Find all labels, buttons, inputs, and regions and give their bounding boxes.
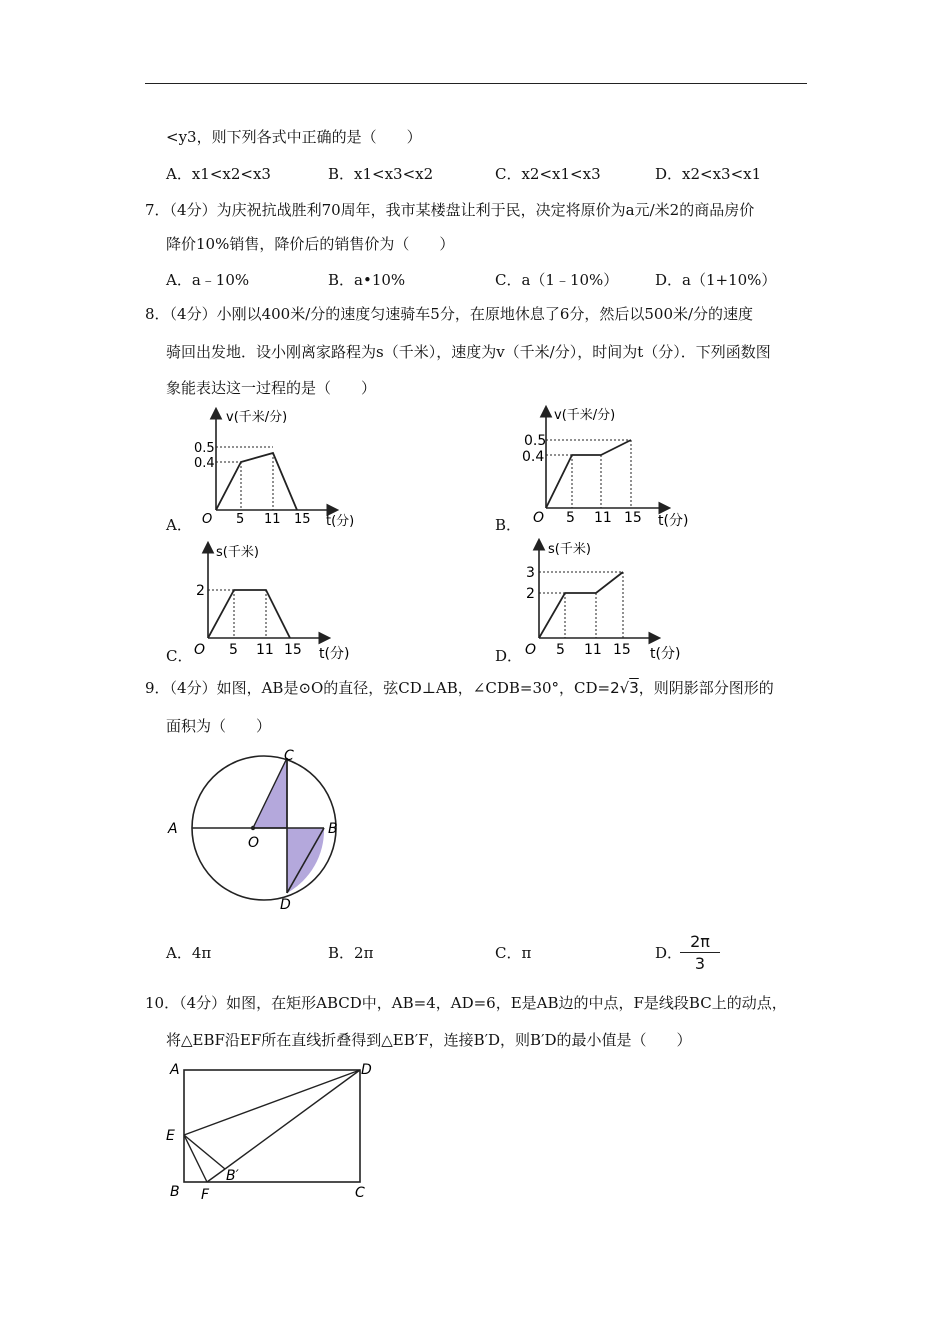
y-axis-label: s(千米) <box>216 545 259 560</box>
label-d: D <box>280 897 291 913</box>
y-tick-label: 0.4 <box>522 449 545 465</box>
q9-circle-figure <box>160 742 350 914</box>
q10-stem-line1: 10．（4分）如图，在矩形ABCD中，AB=4，AD=6，E是AB边的中点，F是线段BC上的动点， <box>145 994 787 1012</box>
q6-option-a[interactable]: A．x1<x2<x3 <box>166 165 271 183</box>
q10-rectangle-figure <box>160 1056 390 1206</box>
y-axis-label: s(千米) <box>548 542 591 557</box>
label-d: D <box>361 1062 372 1078</box>
y-tick-label: 2 <box>526 586 535 602</box>
label-e: E <box>166 1128 175 1144</box>
q9-option-d[interactable]: D． <box>655 944 683 962</box>
x-axis-label: t(分) <box>319 646 350 662</box>
origin-label: O <box>202 512 213 527</box>
label-c: C <box>284 748 294 764</box>
x-tick-label: 5 <box>229 642 238 658</box>
q9-option-d-fraction <box>680 932 720 975</box>
x-tick-label: 11 <box>256 642 274 658</box>
segment-ed <box>184 1070 360 1135</box>
q8-graph-a[interactable] <box>186 405 386 535</box>
origin-label: O <box>525 642 537 658</box>
label-a: A <box>168 821 178 837</box>
q7-option-c[interactable]: C．a（1﹣10%） <box>495 271 619 289</box>
header-rule <box>145 83 807 84</box>
q7-option-a[interactable]: A．a﹣10% <box>166 271 250 289</box>
y-tick-label: 2 <box>196 583 205 599</box>
q9-stem-line1: 9．（4分）如图，AB是⊙O的直径，弦CD⊥AB，∠CDB=30°，CD=2√3，则阴影部分图形的 <box>145 679 774 697</box>
label-b: B <box>170 1184 180 1200</box>
q8-graph-c[interactable] <box>186 540 386 665</box>
x-axis-label: t(分) <box>658 513 689 529</box>
y-tick-label: 0.5 <box>194 441 215 456</box>
y-axis-label: v(千米/分) <box>226 410 288 425</box>
graph-curve <box>208 590 290 638</box>
q9-option-b[interactable]: B．2π <box>328 944 374 962</box>
graph-curve <box>539 572 623 638</box>
graph-curve <box>546 440 631 508</box>
q8-option-b-label[interactable]: B． <box>495 516 522 534</box>
label-a: A <box>170 1062 180 1078</box>
origin-label: O <box>533 510 545 526</box>
x-tick-label: 5 <box>556 642 565 658</box>
q6-tail: <y3，则下列各式中正确的是（ ） <box>166 128 422 146</box>
q7-option-b[interactable]: B．a•10% <box>328 271 406 289</box>
x-axis-label: t(分) <box>326 514 355 529</box>
x-tick-label: 11 <box>584 642 602 658</box>
segment-b-prime-d <box>225 1070 360 1169</box>
q8-graph-b[interactable] <box>518 405 718 535</box>
q9-option-c[interactable]: C．π <box>495 944 532 962</box>
label-o: O <box>248 835 260 851</box>
q7-stem-line1: 7．（4分）为庆祝抗战胜利70周年，我市某楼盘让利于民，决定将原价为a元/米2的商品房价 <box>145 201 755 219</box>
sqrt-expression: 2√3 <box>610 679 639 697</box>
x-tick-label: 5 <box>236 512 245 527</box>
x-tick-label: 11 <box>264 512 281 527</box>
q8-option-a-label[interactable]: A． <box>166 516 192 534</box>
q10-stem-line2: 将△EBF沿EF所在直线折叠得到△EB′F，连接B′D，则B′D的最小值是（ ） <box>166 1031 692 1049</box>
q8-stem-line2: 骑回出发地．设小刚离家路程为s（千米），速度为v（千米/分），时间为t（分）．下列函数图 <box>166 343 771 361</box>
x-tick-label: 15 <box>613 642 631 658</box>
fraction-denominator: 3 <box>694 954 706 973</box>
q6-option-c[interactable]: C．x2<x1<x3 <box>495 165 601 183</box>
q8-stem-line3: 象能表达这一过程的是（ ） <box>166 379 377 397</box>
label-b: B <box>328 821 338 837</box>
q6-option-d[interactable]: D．x2<x3<x1 <box>655 165 762 183</box>
q8-option-c-label[interactable]: C． <box>166 647 193 665</box>
fraction-numerator: 2π <box>680 932 720 953</box>
x-tick-label: 11 <box>594 510 612 526</box>
q8-stem-line1: 8．（4分）小刚以400米/分的速度匀速骑车5分，在原地休息了6分，然后以500米/分的速度 <box>145 305 754 323</box>
center-point <box>251 826 255 830</box>
x-tick-label: 15 <box>294 512 311 527</box>
q7-option-d[interactable]: D．a（1+10%） <box>655 271 777 289</box>
y-tick-label: 0.4 <box>194 456 215 471</box>
y-axis-label: v(千米/分) <box>554 408 616 423</box>
x-tick-label: 15 <box>284 642 302 658</box>
shaded-triangle <box>253 758 287 828</box>
q8-option-d-label[interactable]: D． <box>495 647 523 665</box>
q8-graph-d[interactable] <box>518 535 718 665</box>
y-tick-label: 0.5 <box>524 433 547 449</box>
origin-label: O <box>194 642 206 658</box>
rectangle-abcd <box>184 1070 360 1182</box>
q6-option-b[interactable]: B．x1<x3<x2 <box>328 165 434 183</box>
label-b-prime: B′ <box>226 1168 239 1184</box>
q9-option-a[interactable]: A．4π <box>166 944 212 962</box>
segment-fb-prime <box>207 1169 225 1182</box>
x-tick-label: 5 <box>566 510 575 526</box>
label-f: F <box>201 1187 210 1203</box>
q9-stem-line2: 面积为（ ） <box>166 717 272 735</box>
y-tick-label: 3 <box>526 565 535 581</box>
q7-stem-line2: 降价10%销售，降价后的销售价为（ ） <box>166 235 455 253</box>
x-axis-label: t(分) <box>650 646 681 662</box>
label-c: C <box>355 1185 365 1201</box>
segment-ef <box>184 1135 207 1182</box>
segment-eb-prime <box>184 1135 225 1169</box>
x-tick-label: 15 <box>624 510 642 526</box>
